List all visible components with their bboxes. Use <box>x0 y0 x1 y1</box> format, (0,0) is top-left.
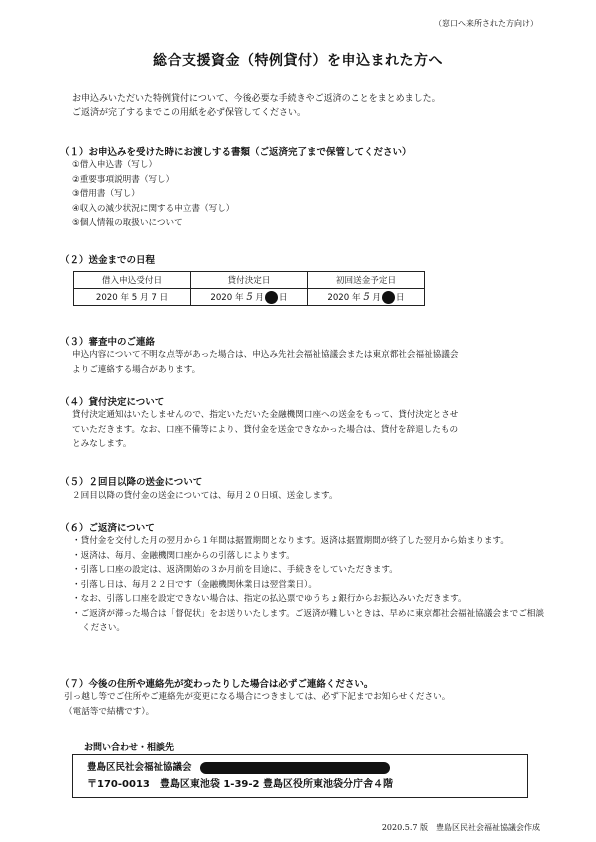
section-5-body <box>72 489 550 504</box>
contact-address: 〒170-0013 豊島区東池袋 1-39-2 豊島区役所東池袋分庁舎４階 <box>87 779 393 790</box>
bullet-item: ・引落し日は、毎月２２日です（金融機関休業日は翌営業日）。 <box>72 579 317 590</box>
body-line: ２回目以降の貸付金の送金については、毎月２０日頃、送金します。 <box>72 491 338 501</box>
body-line: 引っ越し等でご住所やご連絡先が変更になる場合につきましては、必ず下記までお知らせください。 <box>64 692 451 702</box>
application-date: 2020 年 5 月 7 日 <box>74 289 191 306</box>
schedule-header-decision: 貸付決定日 <box>191 272 308 289</box>
schedule-table <box>73 271 425 306</box>
contact-box <box>72 754 528 798</box>
intro-line: ご返済が完了するまでこの用紙を必ず保管してください。 <box>72 108 307 118</box>
section-7-title: （７）今後の住所や連絡先が変わったりした場合は必ずご連絡ください。 <box>60 679 374 690</box>
section-1-title: （１）お申込みを受けた時にお渡しする書類（ご返済完了まで保管してください） <box>60 147 412 158</box>
body-line: とみなします。 <box>72 439 132 449</box>
list-item: ⑤個人情報の取扱いについて <box>72 218 183 228</box>
body-line: よりご連絡する場合があります。 <box>72 364 201 375</box>
decision-date-month: 5 <box>246 291 253 303</box>
list-item: ③借用書（写し） <box>72 189 140 199</box>
redaction-mark <box>200 762 390 774</box>
remittance-date-year: 2020 年 <box>327 292 364 303</box>
body-line: 申込内容について不明な点等があった場合は、申込み先社会福祉協議会または東京都社会福祉協議会 <box>72 350 459 360</box>
decision-date <box>191 289 308 306</box>
bullet-item: ・ご返済が滞った場合は「督促状」をお送りいたします。ご返済が難しいときは、早めに東京都社会福祉協議会までご相談ください。 <box>72 608 544 633</box>
body-line: （電話等で結構です）。 <box>64 706 155 717</box>
redaction-mark <box>382 291 395 304</box>
audience-note: （窓口へ来所された方向け） <box>434 19 538 28</box>
first-remittance-date <box>308 289 425 306</box>
body-line: ていただきます。なお、口座不備等により、貸付金を送金できなかった場合は、貸付を辞退したもの <box>72 424 459 435</box>
contact-org-line <box>87 759 390 774</box>
section-3-title: （３）審査中のご連絡 <box>60 337 156 348</box>
bullet-item: ・引落し口座の設定は、返済開始の３か月前を目途に、手続きをしていただきます。 <box>72 565 398 575</box>
schedule-header-first-remittance: 初回送金予定日 <box>308 272 425 289</box>
section-7-body <box>64 690 542 719</box>
section-1-list <box>72 158 550 231</box>
contact-org: 豊島区民社会福祉協議会 <box>87 762 192 773</box>
page-title: 総合支援資金（特例貸付）を申込まれた方へ <box>153 53 443 69</box>
section-4-body <box>72 408 550 452</box>
section-6-bullets <box>72 534 550 636</box>
section-2-title: （２）送金までの日程 <box>60 255 156 266</box>
section-6-title: （６）ご返済について <box>60 523 155 534</box>
schedule-header-application: 借入申込受付日 <box>74 272 191 289</box>
contact-label: お問い合わせ・相談先 <box>84 743 175 753</box>
section-4-title: （４）貸付決定について <box>60 397 165 408</box>
decision-date-day-unit: 日 <box>279 292 288 303</box>
bullet-item: ・貸付金を交付した月の翌月から１年間は据置期間となります。返済は据置期間が終了した翌月から始まります。 <box>72 536 509 546</box>
intro-text <box>72 92 542 120</box>
section-5-title: （５）２回目以降の送金について <box>60 477 203 488</box>
remittance-date-day-unit: 日 <box>396 292 405 303</box>
remittance-date-month: 5 <box>363 291 370 303</box>
list-item: ①借入申込書（写し） <box>72 160 158 170</box>
section-3-body <box>72 348 550 377</box>
list-item: ④収入の減少状況に関する申立書（写し） <box>72 203 235 214</box>
footer-version: 2020.5.7 版 豊島区民社会福祉協議会作成 <box>381 823 540 832</box>
body-line: 貸付決定通知はいたしませんので、指定いただいた金融機関口座への送金をもって、貸付決定とさせ <box>72 410 459 420</box>
intro-line: お申込みいただいた特例貸付について、今後必要な手続きやご返済のことをまとめました。 <box>72 94 441 104</box>
remittance-date-month-unit: 月 <box>369 292 382 303</box>
decision-date-year: 2020 年 <box>210 292 247 303</box>
redaction-mark <box>265 291 278 304</box>
bullet-item: ・返済は、毎月、金融機関口座からの引落しによります。 <box>72 550 295 561</box>
decision-date-month-unit: 月 <box>252 292 265 303</box>
bullet-item: ・なお、引落し口座を設定できない場合は、指定の払込票でゆうちょ銀行からお振込みいただきます。 <box>72 594 467 604</box>
list-item: ②重要事項説明書（写し） <box>72 174 175 185</box>
